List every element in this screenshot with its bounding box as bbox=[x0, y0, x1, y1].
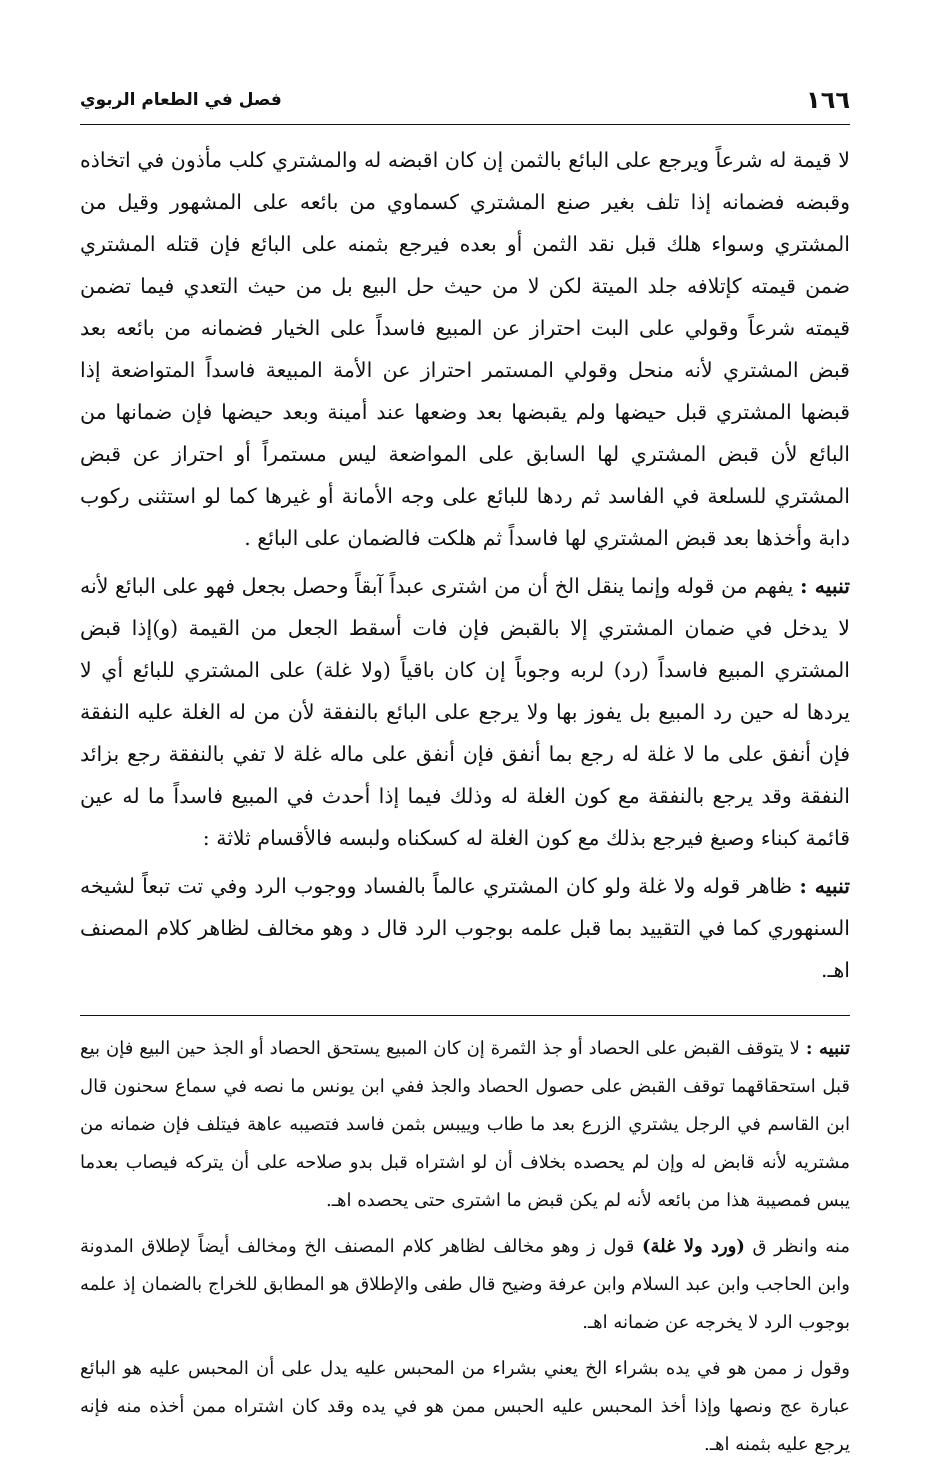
main-paragraph-3-text: ظاهر قوله ولا غلة ولو كان المشتري عالماً بالفساد ووجوب الرد وفي تت تبعاً لشيخه السنهوري كما في التقييد بما قبل علمه بوجوب الرد قال د وهو مخالف لظاهر كلام المصنف اهـ. bbox=[80, 874, 850, 982]
main-paragraph-2-text: يفهم من قوله وإنما ينقل الخ أن من اشترى عبداً آبقاً وحصل بجعل فهو على البائع لأنه لا يدخل في ضمان المشتري إلا بالقبض فإن فات أسقط الجعل من القيمة (و)إذا قبض المشتري المبيع فاسداً (رد) لربه وجوباً إن كان باقياً (ولا غلة) على المشتري للبائع أي لا يردها له حين رد المبيع بل يفوز بها ولا يرجع على البائع بالنفقة لأن من له الغلة عليه النفقة فإن أنفق على ما لا غلة له رجع بما أنفق فإن أنفق على ماله غلة لا تفي بالنفقة رجع بزائد النفقة وقد يرجع بالنفقة مع كون الغلة له وذلك فيما إذا أحدث في المبيع فاسداً ما له عين قائمة كبناء وصبغ فيرجع بذلك مع كون الغلة له كسكناه ولبسه فالأقسام ثلاثة : bbox=[80, 574, 850, 850]
note-label: تنبيه : bbox=[799, 874, 850, 898]
footnote-paragraph-2 bbox=[80, 1228, 850, 1342]
chapter-title: فصل في الطعام الربوي bbox=[80, 90, 282, 110]
main-paragraph-3 bbox=[80, 865, 850, 991]
note-label: تنبيه : bbox=[799, 574, 850, 598]
footnote-note-label: تنبيه : bbox=[805, 1038, 850, 1059]
main-paragraph-1: لا قيمة له شرعاً ويرجع على البائع بالثمن إن كان اقبضه له والمشتري كلب مأذون في اتخاذه وقبضه فضمانه إذا تلف بغير صنع المشتري كسماوي من بائعه على المشهور وقيل من المشتري وسواء هلك قبل نقد الثمن أو بعده فيرجع بثمنه على البائع فإن قتله المشتري ضمن قيمته كإتلافه جلد الميتة لكن لا من حيث حل البيع بل من حيث التعدي فيما تضمن قيمته شرعاً وقولي على البت احتراز عن المبيع فاسداً على الخيار فضمانه من بائعه بعد قبض المشتري لأنه منحل وقولي المستمر احتراز عن الأمة المبيعة فاسداً المتواضعة إذا قبضها المشتري قبل حيضها ولم يقبضها بعد وضعها عند أمينة وبعد حيضها فإن ضمانها من البائع لأن قبض المشتري لها السابق على المواضعة ليس مستمراً أو احتراز عن قبض المشتري للسلعة في الفاسد ثم ردها للبائع على وجه الأمانة أو غيرها كما لو استثنى ركوب دابة وأخذها بعد قبض المشتري لها فاسداً ثم هلكت فالضمان على البائع . bbox=[80, 148, 850, 550]
main-paragraph-2 bbox=[80, 565, 850, 859]
footnote-separator bbox=[80, 1015, 850, 1016]
footnote-paragraph-2-start: منه وانظر ق bbox=[752, 1236, 850, 1257]
main-text bbox=[80, 139, 850, 991]
running-header bbox=[80, 80, 850, 125]
footnote-quoted-phrase: (ورد ولا غلة) bbox=[642, 1236, 745, 1257]
page-number: ١٦٦ bbox=[806, 86, 850, 114]
book-page bbox=[80, 80, 850, 1472]
footnote-paragraph-1-text: لا يتوقف القبض على الحصاد أو جذ الثمرة إن كان المبيع يستحق الحصاد أو الجذ حين البيع فإن بيع قبل استحقاقهما توقف القبض على حصول الحصاد والجذ ففي ابن يونس ما نصه في سماع سحنون قال ابن القاسم في الرجل يشتري الزرع بعد ما طاب وييبس بثمن فاسد فتصيبه عاهة فيتلف فإن ضمانه من مشتريه لأنه قابض له وإن لم يحصده بخلاف أن لو اشتراه قبل بدو صلاحه على أن يتركه فيصاب بعدما يبس فمصيبة هذا من بائعه لأنه لم يكن قبض ما اشترى حتى يحصده اهـ. bbox=[80, 1038, 850, 1211]
footnotes bbox=[80, 1030, 850, 1464]
footnote-paragraph-2-rest: قول ز وهو مخالف لظاهر كلام المصنف الخ ومخالف أيضاً لإطلاق المدونة وابن الحاجب وابن عبد السلام وابن عرفة وضيح قال طفى والإطلاق هو المطابق للخراج بالضمان إذ علمه بوجوب الرد لا يخرجه عن ضمانه اهـ. bbox=[80, 1236, 850, 1333]
footnote-paragraph-3: وقول ز ممن هو في يده بشراء الخ يعني بشراء من المحبس عليه يدل على أن المحبس عليه هو البائع عبارة عج ونصها وإذا أخذ المحبس عليه الحبس ممن هو في يده وقد كان اشتراه ممن أخذه منه فإنه يرجع عليه بثمنه اهـ. bbox=[80, 1358, 850, 1455]
footnote-paragraph-1 bbox=[80, 1030, 850, 1220]
